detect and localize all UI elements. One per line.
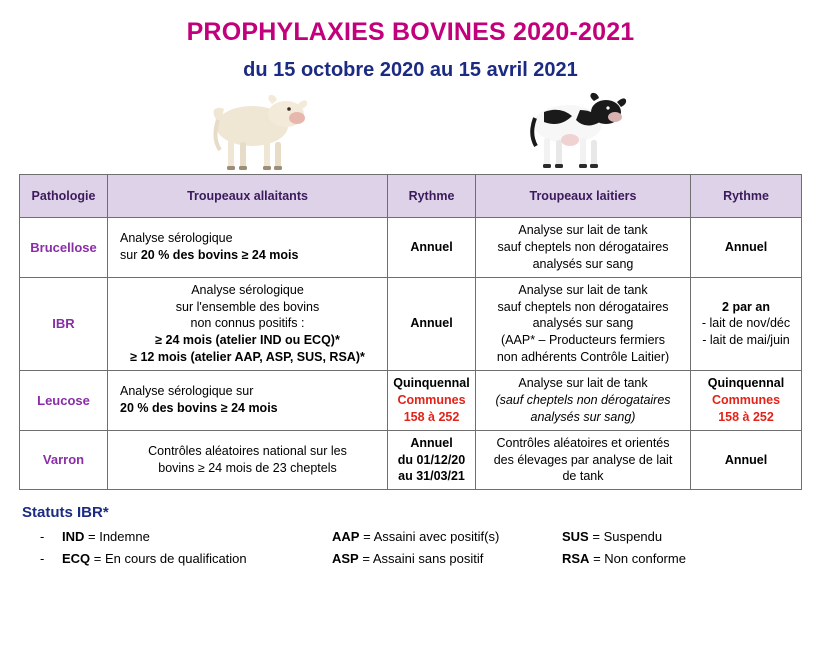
cell-rythme-laitiers-brucellose: Annuel: [691, 218, 802, 278]
text-line: Analyse sérologique: [120, 231, 233, 246]
table-header-row: [20, 175, 802, 218]
legend-text: = Assaini avec positif(s): [363, 529, 500, 545]
text-line: 20 % des bovins ≥ 24 mois: [120, 401, 278, 416]
beef-cow-icon: [190, 90, 320, 172]
column-header-troupeaux-allaitants: Troupeaux allaitants: [108, 175, 388, 218]
cell-rythme-laitiers-leucose: [691, 371, 802, 431]
document-page: [0, 18, 821, 658]
text-line: Contrôles aléatoires et orientés: [496, 435, 670, 450]
text-line: Annuel: [410, 435, 453, 450]
legend-code: ECQ: [62, 551, 91, 567]
text-line: du 01/12/20: [397, 452, 466, 467]
cell-allaitants-brucellose: [108, 218, 388, 278]
row-pathologie-ibr: IBR: [20, 277, 108, 370]
prophylaxis-table: [19, 174, 802, 490]
text-line: sur l'ensemble des bovins: [175, 299, 320, 314]
legend-code: ASP: [332, 551, 359, 567]
text-line: au 31/03/21: [398, 469, 465, 484]
cell-rythme-allaitants-leucose: [388, 371, 476, 431]
cell-allaitants-leucose: [108, 371, 388, 431]
text-line: sur 20 % des bovins ≥ 24 mois: [120, 248, 299, 263]
cell-allaitants-ibr: [108, 277, 388, 370]
text-line: non connus positifs :: [190, 316, 305, 331]
legend-code: IND: [62, 529, 85, 545]
text-line: non adhérents Contrôle Laitier): [496, 350, 670, 365]
table-row: [20, 371, 802, 431]
animal-illustrations: [0, 90, 821, 170]
row-pathologie-varron: Varron: [20, 430, 108, 490]
text-line: analysés sur sang: [532, 256, 634, 271]
legend-code: AAP: [332, 529, 360, 545]
bullet-dash: -: [40, 529, 45, 545]
text-line: sauf cheptels non dérogataires: [497, 299, 669, 314]
text-line: Analyse sur lait de tank: [518, 376, 648, 390]
dairy-cow-icon: [510, 90, 630, 172]
legend-text: = Indemne: [88, 529, 150, 545]
text-line: Quinquennal: [393, 376, 470, 390]
page-subtitle: du 15 octobre 2020 au 15 avril 2021: [243, 59, 578, 81]
legend-entry: [62, 551, 332, 566]
row-pathologie-brucellose: Brucellose: [20, 218, 108, 278]
legend-code: RSA: [562, 551, 590, 567]
text-line: (sauf cheptels non dérogataires: [495, 392, 671, 407]
legend-text: = En cours de qualification: [93, 551, 247, 567]
legend-entry: [332, 529, 562, 544]
legend-code: SUS: [562, 529, 589, 545]
column-header-rythme-allaitants: Rythme: [388, 175, 476, 218]
statuts-legend: [40, 529, 821, 566]
text-line: - lait de nov/déc: [701, 316, 791, 331]
text-line: bovins ≥ 24 mois de 23 cheptels: [158, 460, 337, 475]
text-emphasis: 20 % des bovins ≥ 24 mois: [140, 248, 299, 263]
cell-laitiers-ibr: [476, 277, 691, 370]
statuts-ibr-title: Statuts IBR*: [22, 504, 109, 522]
legend-entry: [562, 529, 762, 544]
legend-entry: [62, 529, 332, 544]
text-line: - lait de mai/juin: [702, 333, 790, 348]
cell-laitiers-leucose: [476, 371, 691, 431]
text-line: Analyse sur lait de tank: [518, 223, 648, 237]
text-line: Communes: [397, 392, 466, 407]
bullet-dash: -: [40, 551, 45, 567]
text-line: Analyse sérologique sur: [120, 384, 254, 399]
text-line: analysés sur sang: [532, 316, 634, 331]
cell-laitiers-varron: [476, 430, 691, 490]
text-line: ≥ 12 mois (atelier AAP, ASP, SUS, RSA)*: [130, 350, 365, 365]
text-line: ≥ 24 mois (atelier IND ou ECQ)*: [155, 333, 340, 348]
cell-rythme-allaitants-brucellose: Annuel: [388, 218, 476, 278]
table-row: [20, 430, 802, 490]
text-line: Contrôles aléatoires national sur les: [148, 444, 347, 459]
text-line: Communes: [711, 392, 781, 407]
page-title: PROPHYLAXIES BOVINES 2020-2021: [186, 18, 635, 46]
table-row: [20, 218, 802, 278]
cell-rythme-laitiers-varron: Annuel: [691, 430, 802, 490]
text-line: 158 à 252: [718, 409, 774, 424]
table-row: [20, 277, 802, 370]
cell-allaitants-varron: [108, 430, 388, 490]
legend-entry: [562, 551, 762, 566]
text-line: Analyse sur lait de tank: [518, 282, 648, 297]
text-line: de tank: [562, 469, 604, 484]
legend-text: = Non conforme: [593, 551, 686, 567]
legend-text: = Suspendu: [592, 529, 663, 545]
text-line: (AAP* – Producteurs fermiers: [501, 333, 665, 348]
legend-entry: [332, 551, 562, 566]
text-line: 158 à 252: [403, 409, 460, 424]
legend-row: [40, 529, 821, 544]
text-line: des élevages par analyse de lait: [493, 452, 673, 467]
column-header-rythme-laitiers: Rythme: [691, 175, 802, 218]
cell-rythme-allaitants-varron: [388, 430, 476, 490]
text-line: Analyse sérologique: [191, 282, 304, 297]
column-header-pathologie: Pathologie: [20, 175, 108, 218]
cell-rythme-allaitants-ibr: Annuel: [388, 277, 476, 370]
column-header-troupeaux-laitiers: Troupeaux laitiers: [476, 175, 691, 218]
row-pathologie-leucose: Leucose: [20, 371, 108, 431]
text-line: 2 par an: [722, 299, 770, 314]
text-line: sauf cheptels non dérogataires: [497, 239, 669, 254]
cell-laitiers-brucellose: [476, 218, 691, 278]
text-line: analysés sur sang): [530, 409, 636, 424]
legend-row: [40, 551, 821, 566]
cell-rythme-laitiers-ibr: [691, 277, 802, 370]
text-line: Quinquennal: [707, 376, 785, 390]
legend-text: = Assaini sans positif: [362, 551, 484, 567]
